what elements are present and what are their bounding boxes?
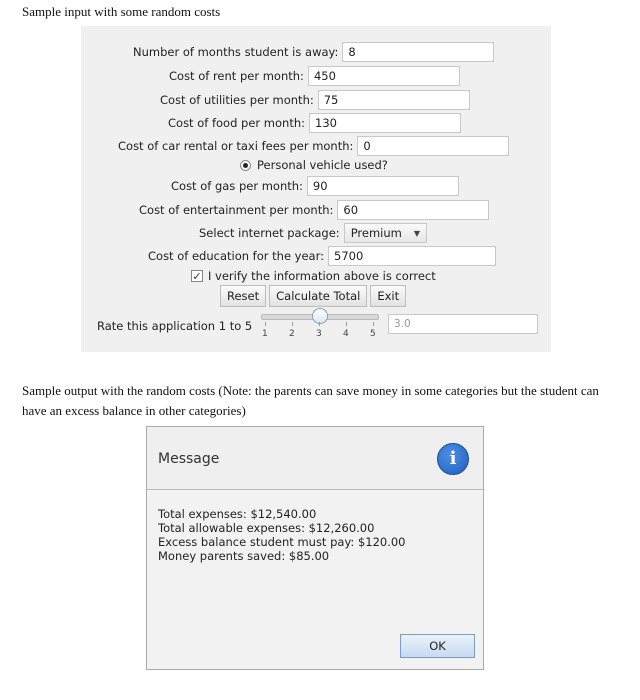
rating-tick-label: 3 (316, 329, 322, 339)
rent-label: Cost of rent per month: (169, 69, 304, 83)
exit-button[interactable]: Exit (370, 285, 406, 307)
personal-vehicle-label: Personal vehicle used? (257, 158, 388, 172)
dialog-header (147, 427, 483, 490)
personal-vehicle-radio[interactable] (240, 160, 251, 171)
rating-slider-thumb[interactable] (312, 308, 328, 324)
personal-vehicle-row[interactable] (240, 156, 388, 174)
rating-value-display: 3.0 (388, 314, 538, 334)
rating-slider[interactable] (261, 308, 381, 344)
info-icon: i (437, 443, 469, 475)
education-row (148, 245, 496, 267)
rating-label-row (97, 315, 252, 337)
calculate-total-button[interactable]: Calculate Total (269, 285, 367, 307)
intro-caption: Sample input with some random costs (22, 4, 221, 19)
rating-tick-label: 1 (262, 329, 268, 339)
entertainment-label: Cost of entertainment per month: (139, 203, 334, 217)
car-label: Cost of car rental or taxi fees per month: (118, 139, 354, 153)
food-input[interactable]: 130 (309, 113, 461, 133)
utilities-input[interactable]: 75 (318, 90, 470, 110)
car-row (118, 135, 509, 157)
entertainment-row (139, 199, 489, 221)
cost-form-panel (81, 26, 551, 352)
dialog-message (158, 507, 406, 563)
rent-row (169, 65, 460, 87)
message-dialog (146, 426, 484, 670)
rating-tick-mark (319, 322, 320, 326)
gas-row (171, 175, 459, 197)
rating-tick-label: 5 (370, 329, 376, 339)
parents-saved-line: Money parents saved: $85.00 (158, 549, 330, 563)
outro-caption: Sample output with the random costs (Note: the parents can save money in some categories but the student can have an excess balance in other categories) (22, 383, 599, 418)
dialog-title: Message (158, 451, 220, 467)
car-input[interactable]: 0 (357, 136, 509, 156)
rating-tick-mark (346, 322, 347, 326)
utilities-row (160, 89, 470, 111)
internet-label: Select internet package: (199, 226, 340, 240)
months-row (133, 41, 494, 63)
education-input[interactable]: 5700 (328, 246, 496, 266)
months-label: Number of months student is away: (133, 45, 339, 59)
rating-label: Rate this application 1 to 5 (97, 319, 253, 333)
rent-input[interactable]: 450 (308, 66, 460, 86)
gas-label: Cost of gas per month: (171, 179, 303, 193)
rating-tick-label: 2 (289, 329, 295, 339)
excess-balance-line: Excess balance student must pay: $120.00 (158, 535, 406, 549)
total-expenses-line: Total expenses: $12,540.00 (158, 507, 317, 521)
rating-tick-mark (265, 322, 266, 326)
food-label: Cost of food per month: (168, 116, 305, 130)
chevron-down-icon: ▼ (413, 228, 421, 238)
ok-button[interactable]: OK (400, 634, 475, 658)
gas-input[interactable]: 90 (307, 176, 459, 196)
rating-tick-mark (292, 322, 293, 326)
utilities-label: Cost of utilities per month: (160, 93, 314, 107)
internet-package-select[interactable] (344, 223, 427, 243)
months-input[interactable]: 8 (342, 42, 494, 62)
verify-row[interactable] (191, 267, 436, 285)
rating-tick-label: 4 (343, 329, 349, 339)
total-allowable-line: Total allowable expenses: $12,260.00 (158, 521, 375, 535)
verify-label: I verify the information above is correct (208, 269, 436, 283)
entertainment-input[interactable]: 60 (337, 200, 489, 220)
internet-package-value: Premium (350, 226, 402, 240)
rating-tick-mark (373, 322, 374, 326)
food-row (168, 112, 461, 134)
reset-button[interactable]: Reset (220, 285, 266, 307)
button-row (220, 285, 409, 307)
internet-row (199, 222, 427, 244)
education-label: Cost of education for the year: (148, 249, 325, 263)
verify-checkbox[interactable]: ✓ (192, 270, 202, 283)
